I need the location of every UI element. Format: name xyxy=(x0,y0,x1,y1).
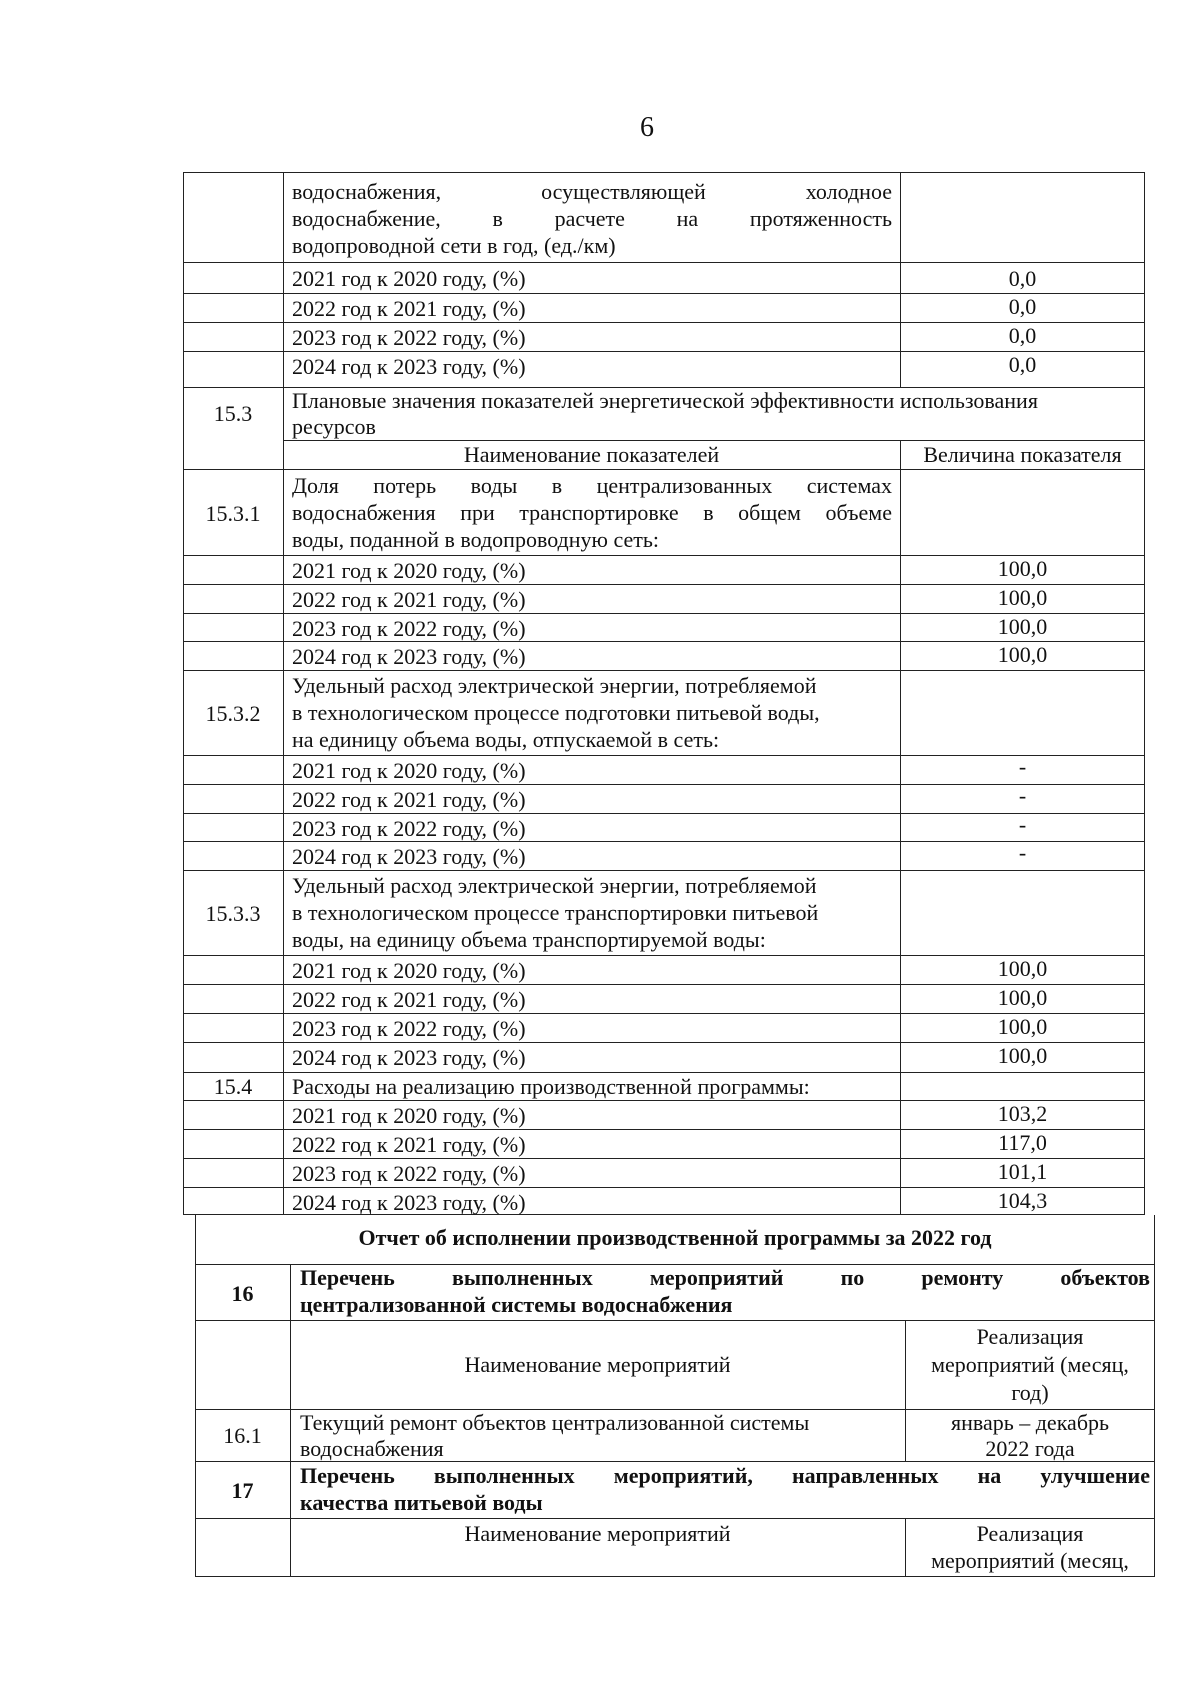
section-text: Удельный расход электрической энергии, потребляемой xyxy=(292,873,817,898)
row-line xyxy=(183,870,1145,871)
year-label: 2022 год к 2021 году, (%) xyxy=(292,587,526,612)
section-text: ресурсов xyxy=(292,414,376,439)
section-number: 15.3 xyxy=(213,401,253,426)
year-label: 2023 год к 2022 году, (%) xyxy=(292,1016,526,1041)
section-number: 15.3.1 xyxy=(205,501,261,526)
value-cell: - xyxy=(1018,812,1027,837)
section-text: в технологическом процессе транспортировки питьевой xyxy=(292,900,819,925)
intro-line: водоснабжение, в расчете на протяженность xyxy=(292,206,892,231)
column-header-value: Величина показателя xyxy=(923,442,1122,467)
section-text: Удельный расход электрической энергии, потребляемой xyxy=(292,673,817,698)
year-label: 2022 год к 2021 году, (%) xyxy=(292,1132,526,1157)
column-header-name: Наименование мероприятий xyxy=(464,1521,731,1546)
year-label: 2022 год к 2021 году, (%) xyxy=(292,787,526,812)
year-label: 2023 год к 2022 году, (%) xyxy=(292,325,526,350)
column-header-name: Наименование мероприятий xyxy=(464,1352,731,1377)
year-label: 2021 год к 2020 году, (%) xyxy=(292,266,526,291)
column-header-value: год) xyxy=(1011,1380,1049,1405)
value-cell: 100,0 xyxy=(997,614,1048,639)
value-cell: 101,1 xyxy=(997,1159,1048,1184)
value-cell: 100,0 xyxy=(997,1014,1048,1039)
section-text: на единицу объема воды, отпускаемой в сеть: xyxy=(292,727,720,752)
value-cell: 100,0 xyxy=(997,956,1048,981)
year-label: 2023 год к 2022 году, (%) xyxy=(292,616,526,641)
value-cell: - xyxy=(1018,840,1027,865)
section-number: 15.3.2 xyxy=(205,701,261,726)
value-cell: 100,0 xyxy=(997,1043,1048,1068)
column-header-name: Наименование показателей xyxy=(463,442,720,467)
year-label: 2024 год к 2023 году, (%) xyxy=(292,644,526,669)
intro-line: водопроводной сети в год, (ед./км) xyxy=(292,233,616,258)
year-label: 2022 год к 2021 году, (%) xyxy=(292,987,526,1012)
section-text: качества питьевой воды xyxy=(300,1490,543,1515)
year-label: 2023 год к 2022 году, (%) xyxy=(292,1161,526,1186)
column-header-value: мероприятий (месяц, xyxy=(931,1548,1129,1573)
row-line xyxy=(183,262,1145,263)
section-text: Доля потерь воды в централизованных системах xyxy=(292,473,892,498)
value-cell: 0,0 xyxy=(1008,323,1037,348)
value-cell: 0,0 xyxy=(1008,294,1037,319)
section-text: Плановые значения показателей энергетической эффективности использования xyxy=(292,388,1038,413)
section-text: централизованной системы водоснабжения xyxy=(300,1292,733,1317)
value-cell: 0,0 xyxy=(1008,352,1037,377)
row-line xyxy=(195,1320,1155,1321)
year-label: 2024 год к 2023 году, (%) xyxy=(292,844,526,869)
year-label: 2021 год к 2020 году, (%) xyxy=(292,558,526,583)
section-number: 17 xyxy=(231,1478,254,1503)
section-text: воды, поданной в водопроводную сеть: xyxy=(292,527,660,552)
section-text: в технологическом процессе подготовки питьевой воды, xyxy=(292,700,820,725)
value-cell: 100,0 xyxy=(997,556,1048,581)
year-label: 2022 год к 2021 году, (%) xyxy=(292,296,526,321)
value-cell: - xyxy=(1018,783,1027,808)
year-label: 2024 год к 2023 году, (%) xyxy=(292,354,526,379)
section-number: 15.3.3 xyxy=(205,901,261,926)
value-cell: январь – декабрь xyxy=(950,1410,1110,1435)
year-label: 2021 год к 2020 году, (%) xyxy=(292,958,526,983)
section-text: водоснабжения при транспортировке в общем объеме xyxy=(292,500,892,525)
year-label: 2021 год к 2020 году, (%) xyxy=(292,1103,526,1128)
section-number: 16 xyxy=(231,1281,254,1306)
section-number: 15.4 xyxy=(213,1074,253,1099)
activity-text: водоснабжения xyxy=(300,1436,444,1461)
activity-text: Текущий ремонт объектов централизованной системы xyxy=(300,1410,810,1435)
section-text: Перечень выполненных мероприятий, направленных на улучшение xyxy=(300,1463,1150,1488)
page-number: 6 xyxy=(640,112,654,143)
intro-line: водоснабжения, осуществляющей холодное xyxy=(292,179,892,204)
value-cell: 0,0 xyxy=(1008,266,1037,291)
section-text: Перечень выполненных мероприятий по ремонту объектов xyxy=(300,1265,1150,1290)
section-text: воды, на единицу объема транспортируемой воды: xyxy=(292,927,766,952)
row-line xyxy=(195,1518,1155,1519)
row-line xyxy=(183,469,1145,470)
section-number: 16.1 xyxy=(223,1423,262,1448)
year-label: 2021 год к 2020 году, (%) xyxy=(292,758,526,783)
value-cell: 100,0 xyxy=(997,985,1048,1010)
year-label: 2024 год к 2023 году, (%) xyxy=(292,1045,526,1070)
value-cell: 2022 года xyxy=(985,1436,1075,1461)
row-line xyxy=(183,670,1145,671)
section-text: Расходы на реализацию производственной программы: xyxy=(292,1074,810,1099)
column-header-value: мероприятий (месяц, xyxy=(931,1352,1129,1377)
col-divider-num xyxy=(283,172,284,1215)
value-cell: 117,0 xyxy=(998,1130,1047,1155)
value-cell: - xyxy=(1018,754,1027,779)
value-cell: 100,0 xyxy=(997,585,1048,610)
report-heading: Отчет об исполнении производственной программы за 2022 год xyxy=(358,1225,992,1250)
value-cell: 103,2 xyxy=(997,1101,1048,1126)
value-cell: 100,0 xyxy=(997,642,1048,667)
year-label: 2024 год к 2023 году, (%) xyxy=(292,1190,526,1215)
column-header-value: Реализация xyxy=(976,1521,1084,1546)
column-header-value: Реализация xyxy=(976,1324,1084,1349)
value-cell: 104,3 xyxy=(997,1188,1048,1213)
year-label: 2023 год к 2022 году, (%) xyxy=(292,816,526,841)
